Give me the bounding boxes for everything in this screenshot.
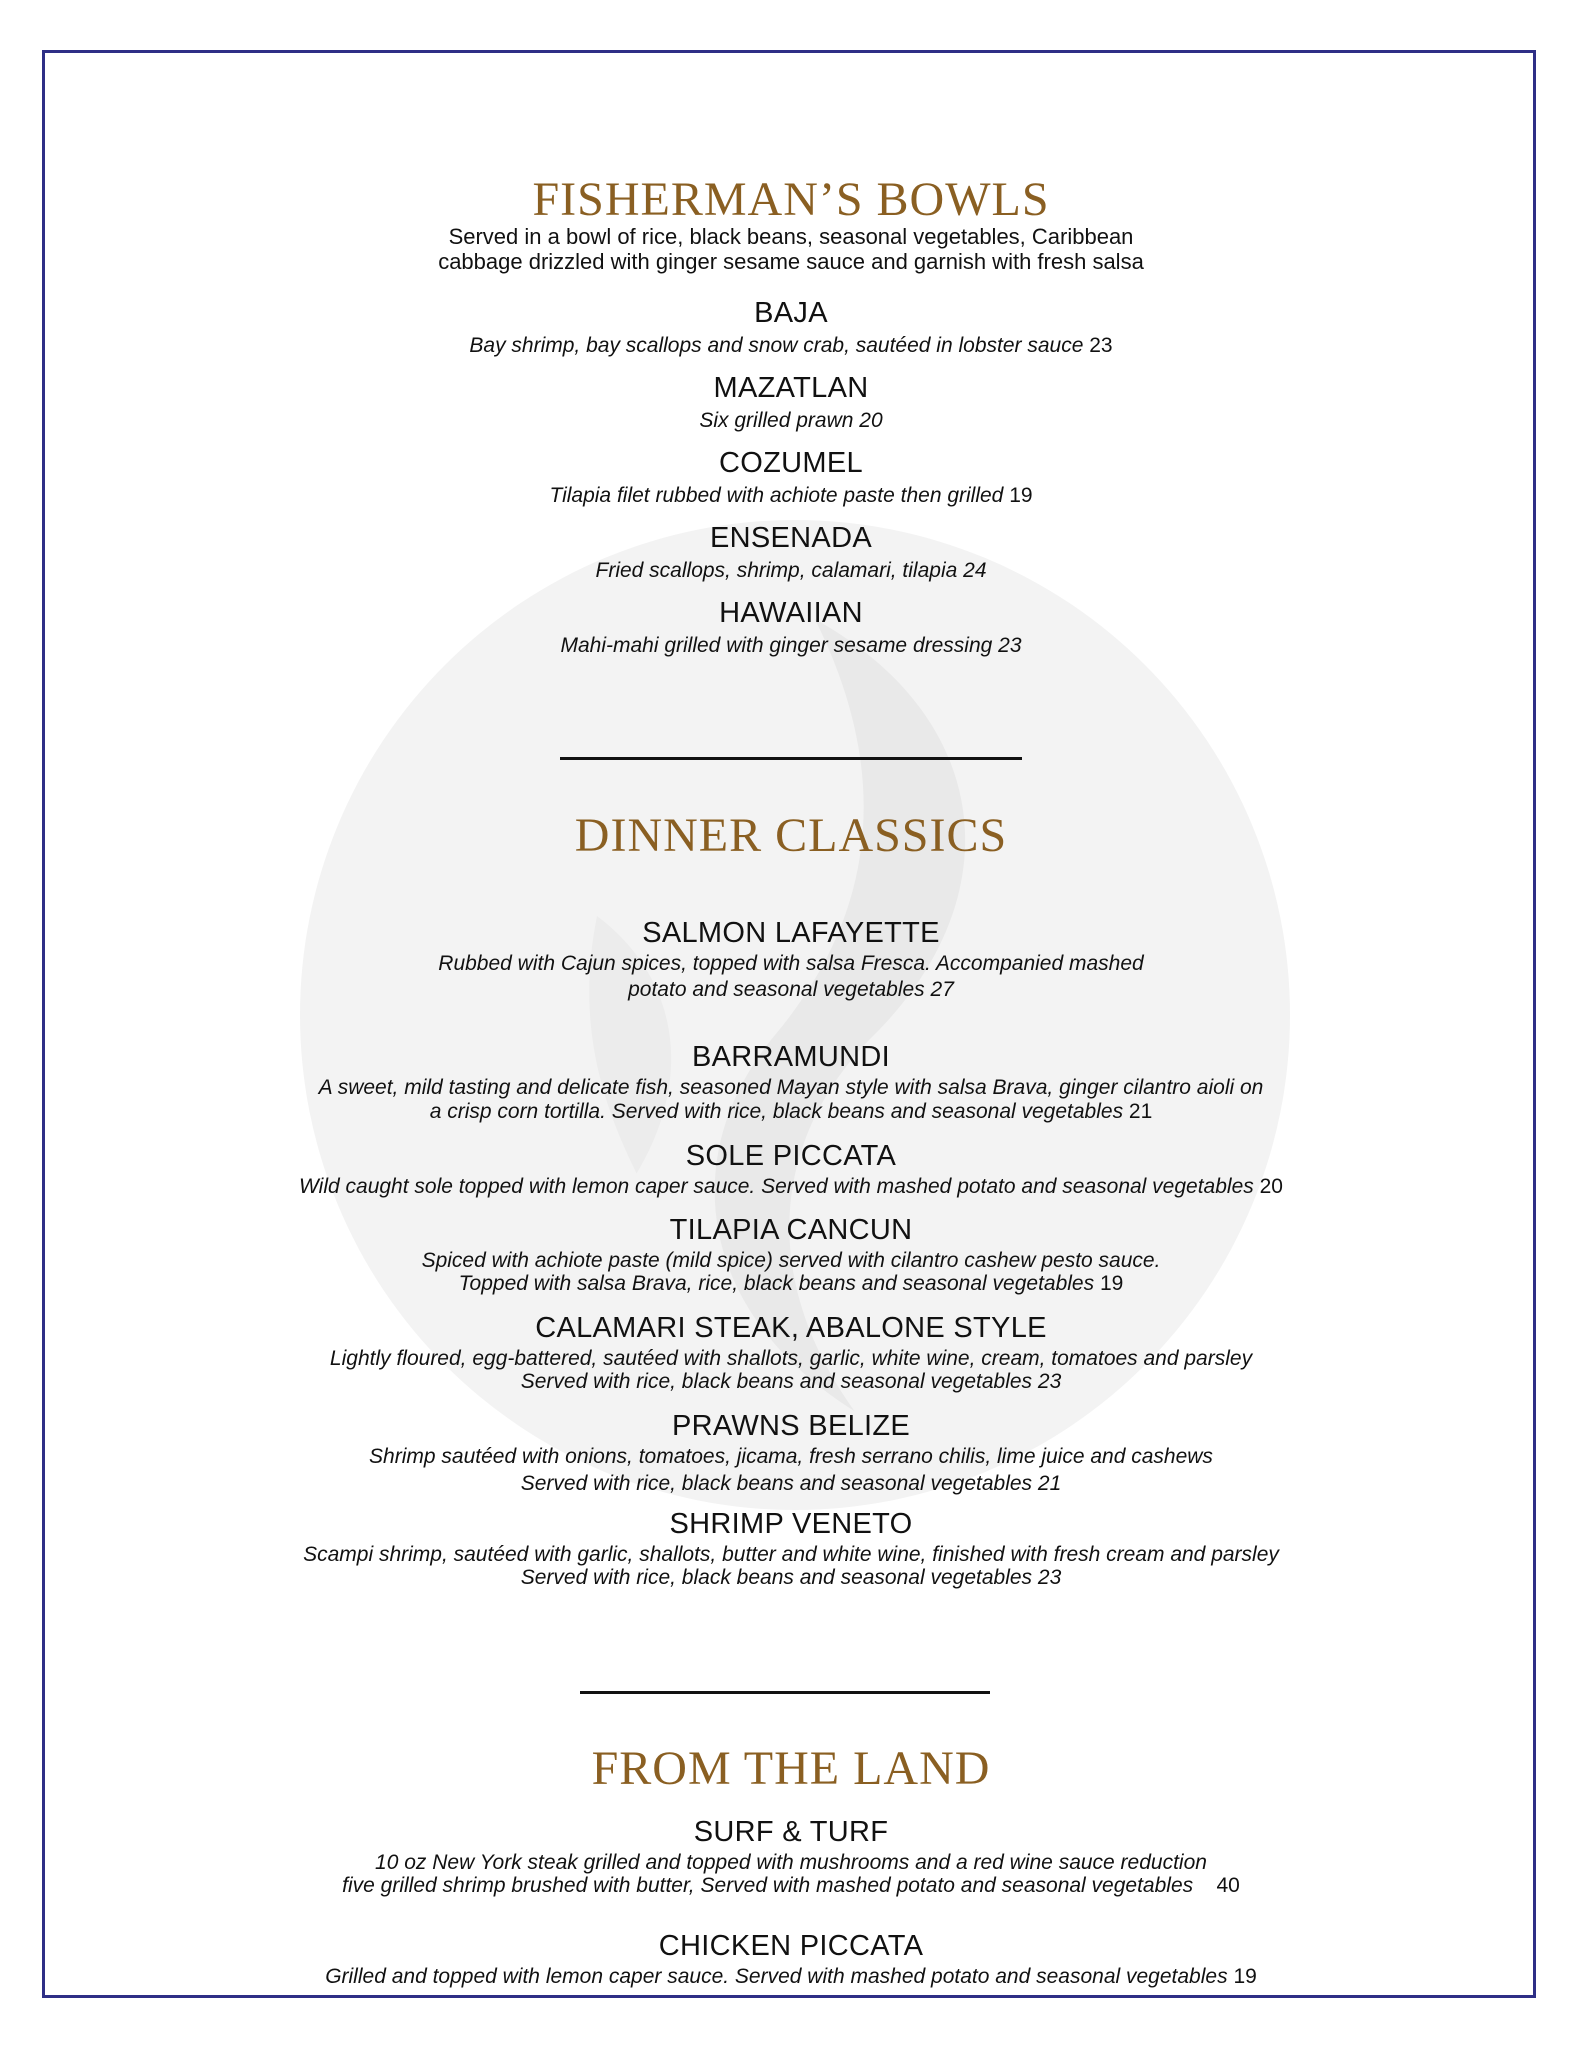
menu-item-description: Lightly floured, egg-battered, sautéed with shallots, garlic, white wine, cream, tomatoes and parsley: [329, 1347, 1253, 1370]
menu-item-name: SOLE PICCATA: [685, 1140, 897, 1172]
menu-item-name: SHRIMP VENETO: [669, 1508, 913, 1540]
section-title-from-the-land: FROM THE LAND: [591, 1742, 991, 1795]
menu-item-description: Served with rice, black beans and seasonal vegetables 21: [520, 1472, 1062, 1495]
menu-item-price: 40: [1216, 1874, 1240, 1897]
menu-item-description: Grilled and topped with lemon caper sauce. Served with mashed potato and seasonal vegetables 19: [325, 1965, 1257, 1988]
menu-item-name: PRAWNS BELIZE: [671, 1410, 911, 1442]
menu-item-price: 20: [1259, 1175, 1283, 1198]
menu-item-price: 19: [1009, 484, 1033, 507]
menu-item-description: Served with rice, black beans and seasonal vegetables 23: [520, 1370, 1062, 1393]
section-intro: cabbage drizzled with ginger sesame sauce and garnish with fresh salsa: [438, 249, 1144, 274]
section-divider: [560, 757, 1022, 760]
menu-item-description: Six grilled prawn 20: [699, 409, 883, 432]
menu-item-description: a crisp corn tortilla. Served with rice, black beans and seasonal vegetables 21: [429, 1100, 1153, 1123]
menu-item-name: COZUMEL: [719, 447, 863, 479]
menu-item-price: 23: [1089, 334, 1113, 357]
menu-item-description: Topped with salsa Brava, rice, black beans and seasonal vegetables 19: [458, 1272, 1124, 1295]
menu-item-price: 19: [1233, 1965, 1257, 1988]
menu-item-price: 23: [998, 634, 1022, 657]
menu-item-name: CHICKEN PICCATA: [658, 1930, 924, 1962]
menu-item-description: Bay shrimp, bay scallops and snow crab, sautéed in lobster sauce 23: [469, 334, 1113, 357]
section-intro: Served in a bowl of rice, black beans, seasonal vegetables, Caribbean: [448, 224, 1134, 249]
menu-item-description: A sweet, mild tasting and delicate fish, seasoned Mayan style with salsa Brava, ginger cilantro aioli on: [318, 1076, 1264, 1099]
menu-item-price: 21: [1128, 1100, 1153, 1123]
section-title-dinner-classics: DINNER CLASSICS: [574, 809, 1008, 862]
menu-item-name: BARRAMUNDI: [692, 1041, 890, 1073]
menu-item-name: TILAPIA CANCUN: [669, 1214, 913, 1246]
menu-item-price: 24: [963, 559, 987, 582]
menu-item-price: 19: [1099, 1272, 1124, 1295]
menu-item-description: 10 oz New York steak grilled and topped with mushrooms and a red wine sauce reduction: [375, 1851, 1207, 1874]
menu-item-name: SALMON LAFAYETTE: [642, 917, 940, 949]
menu-item-name: BAJA: [754, 297, 828, 329]
menu-item-name: SURF & TURF: [693, 1816, 889, 1848]
menu-item-description: Tilapia filet rubbed with achiote paste then grilled 19: [549, 484, 1033, 507]
section-divider: [580, 1691, 990, 1694]
menu-item-price: 21: [1037, 1472, 1062, 1495]
menu-item-price: 23: [1037, 1370, 1062, 1393]
menu-item-price: 27: [930, 978, 954, 1001]
menu-item-name: HAWAIIAN: [719, 597, 863, 629]
menu-item-description: Scampi shrimp, sautéed with garlic, shallots, butter and white wine, finished with fresh cream and parsley: [303, 1543, 1279, 1566]
menu-item-description: Fried scallops, shrimp, calamari, tilapia 24: [595, 559, 987, 582]
menu-item-description: Mahi-mahi grilled with ginger sesame dressing 23: [560, 634, 1022, 657]
menu-item-description: Spiced with achiote paste (mild spice) served with cilantro cashew pesto sauce.: [421, 1249, 1161, 1272]
menu-item-description: Served with rice, black beans and seasonal vegetables 23: [520, 1566, 1062, 1589]
menu-item-description: potato and seasonal vegetables 27: [628, 978, 954, 1001]
menu-item-name: MAZATLAN: [713, 372, 869, 404]
menu-item-name: ENSENADA: [710, 522, 872, 554]
menu-item-description: Wild caught sole topped with lemon caper sauce. Served with mashed potato and seasonal vegetables 20: [299, 1175, 1283, 1198]
menu-item-description: Rubbed with Cajun spices, topped with salsa Fresca. Accompanied mashed: [438, 952, 1144, 975]
menu-item-description: five grilled shrimp brushed with butter, Served with mashed potato and seasonal vegetables 40: [342, 1874, 1240, 1897]
menu-item-price: 23: [1037, 1566, 1062, 1589]
menu-item-price: 20: [859, 409, 883, 432]
menu-item-name: CALAMARI STEAK, ABALONE STYLE: [535, 1312, 1047, 1344]
section-title-fishermans-bowls: FISHERMAN’S BOWLS: [532, 173, 1050, 226]
menu-item-description: Shrimp sautéed with onions, tomatoes, jicama, fresh serrano chilis, lime juice and cashews: [369, 1445, 1213, 1468]
